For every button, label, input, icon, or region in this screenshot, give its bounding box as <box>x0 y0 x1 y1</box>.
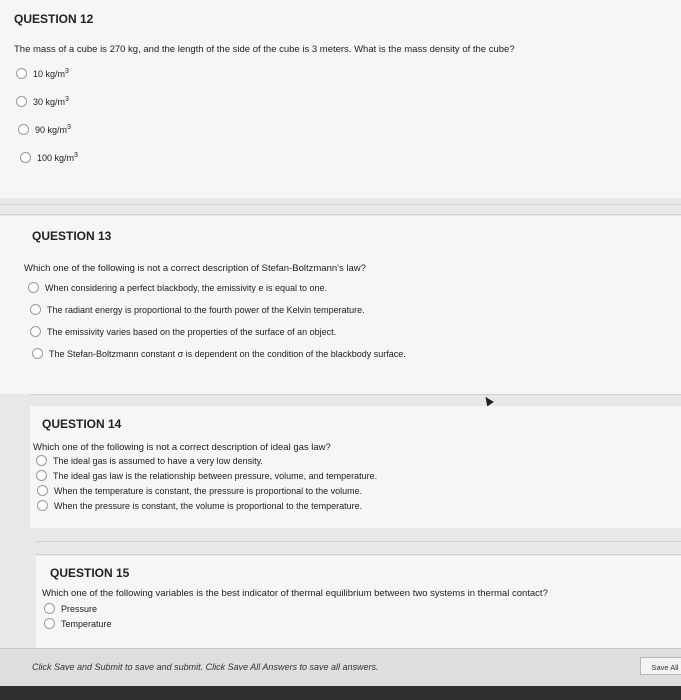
question-15-title: QUESTION 15 <box>50 566 130 580</box>
q15-option-1[interactable] <box>44 603 97 614</box>
exponent: 3 <box>74 152 78 159</box>
exponent: 3 <box>67 124 71 131</box>
divider <box>0 214 681 215</box>
radio-button[interactable] <box>32 348 43 359</box>
q13-option-1[interactable] <box>28 282 327 293</box>
screen-bezel <box>0 686 681 700</box>
q12-option-2[interactable] <box>16 96 69 107</box>
question-13-block <box>0 216 681 394</box>
radio-button[interactable] <box>36 470 47 481</box>
radio-button[interactable] <box>16 68 27 79</box>
q14-option-4[interactable] <box>37 500 362 511</box>
radio-button[interactable] <box>30 326 41 337</box>
radio-button[interactable] <box>36 455 47 466</box>
q13-option-2[interactable] <box>30 304 365 315</box>
question-15-text: Which one of the following variables is the best indicator of thermal equilibrium between two systems in thermal contact? <box>42 588 548 599</box>
q13-option-4-label: The Stefan-Boltzmann constant σ is dependent on the condition of the blackbody surface. <box>49 348 406 359</box>
q14-option-3-label: When the temperature is constant, the pressure is proportional to the volume. <box>54 485 363 496</box>
q13-option-2-label: The radiant energy is proportional to the fourth power of the Kelvin temperature. <box>47 304 365 315</box>
q12-option-3[interactable] <box>18 124 71 135</box>
radio-button[interactable] <box>16 96 27 107</box>
footer-instructions: Click Save and Submit to save and submit. Click Save All Answers to save all answers. <box>32 662 379 672</box>
radio-button[interactable] <box>37 500 48 511</box>
q12-option-4[interactable] <box>20 152 78 163</box>
question-14-block <box>30 406 681 528</box>
q14-option-1-label: The ideal gas is assumed to have a very low density. <box>53 455 263 466</box>
save-all-button[interactable]: Save All <box>640 657 681 675</box>
q13-option-3-label: The emissivity varies based on the properties of the surface of an object. <box>47 326 337 337</box>
question-14-text: Which one of the following is not a correct description of ideal gas law? <box>33 442 331 453</box>
q12-option-4-label: 100 kg/m <box>37 153 75 163</box>
question-13-title: QUESTION 13 <box>32 229 112 243</box>
question-15-block <box>36 556 681 648</box>
radio-button[interactable] <box>30 304 41 315</box>
question-12-block <box>0 0 681 198</box>
divider <box>0 204 681 205</box>
q14-option-2-label: The ideal gas law is the relationship between pressure, volume, and temperature. <box>53 470 378 481</box>
exponent: 3 <box>65 68 69 75</box>
q13-option-3[interactable] <box>30 326 336 337</box>
divider <box>30 394 681 395</box>
divider <box>36 554 681 555</box>
footer-bar <box>0 648 681 687</box>
divider <box>36 541 681 542</box>
q14-option-2[interactable] <box>36 470 377 481</box>
exponent: 3 <box>65 96 69 103</box>
q12-option-2-label: 30 kg/m <box>33 97 66 107</box>
q12-option-1-label: 10 kg/m <box>33 69 66 79</box>
q14-option-3[interactable] <box>37 485 362 496</box>
q15-option-1-label: Pressure <box>61 603 98 614</box>
radio-button[interactable] <box>20 152 31 163</box>
q13-option-1-label: When considering a perfect blackbody, the emissivity e is equal to one. <box>45 282 327 293</box>
q15-option-2[interactable] <box>44 618 112 629</box>
question-12-title: QUESTION 12 <box>14 12 94 26</box>
radio-button[interactable] <box>18 124 29 135</box>
question-13-text: Which one of the following is not a correct description of Stefan-Boltzmann's law? <box>24 263 366 274</box>
q15-option-2-label: Temperature <box>61 618 112 629</box>
q14-option-1[interactable] <box>36 455 263 466</box>
radio-button[interactable] <box>28 282 39 293</box>
radio-button[interactable] <box>44 618 55 629</box>
question-12-text: The mass of a cube is 270 kg, and the length of the side of the cube is 3 meters. What is the mass density of the cube? <box>14 44 515 55</box>
q12-option-1[interactable] <box>16 68 69 79</box>
q14-option-4-label: When the pressure is constant, the volume is proportional to the temperature. <box>54 500 363 511</box>
radio-button[interactable] <box>37 485 48 496</box>
mouse-cursor-icon <box>482 395 494 407</box>
q12-option-3-label: 90 kg/m <box>35 125 68 135</box>
radio-button[interactable] <box>44 603 55 614</box>
q13-option-4[interactable] <box>32 348 406 359</box>
question-14-title: QUESTION 14 <box>42 417 122 431</box>
